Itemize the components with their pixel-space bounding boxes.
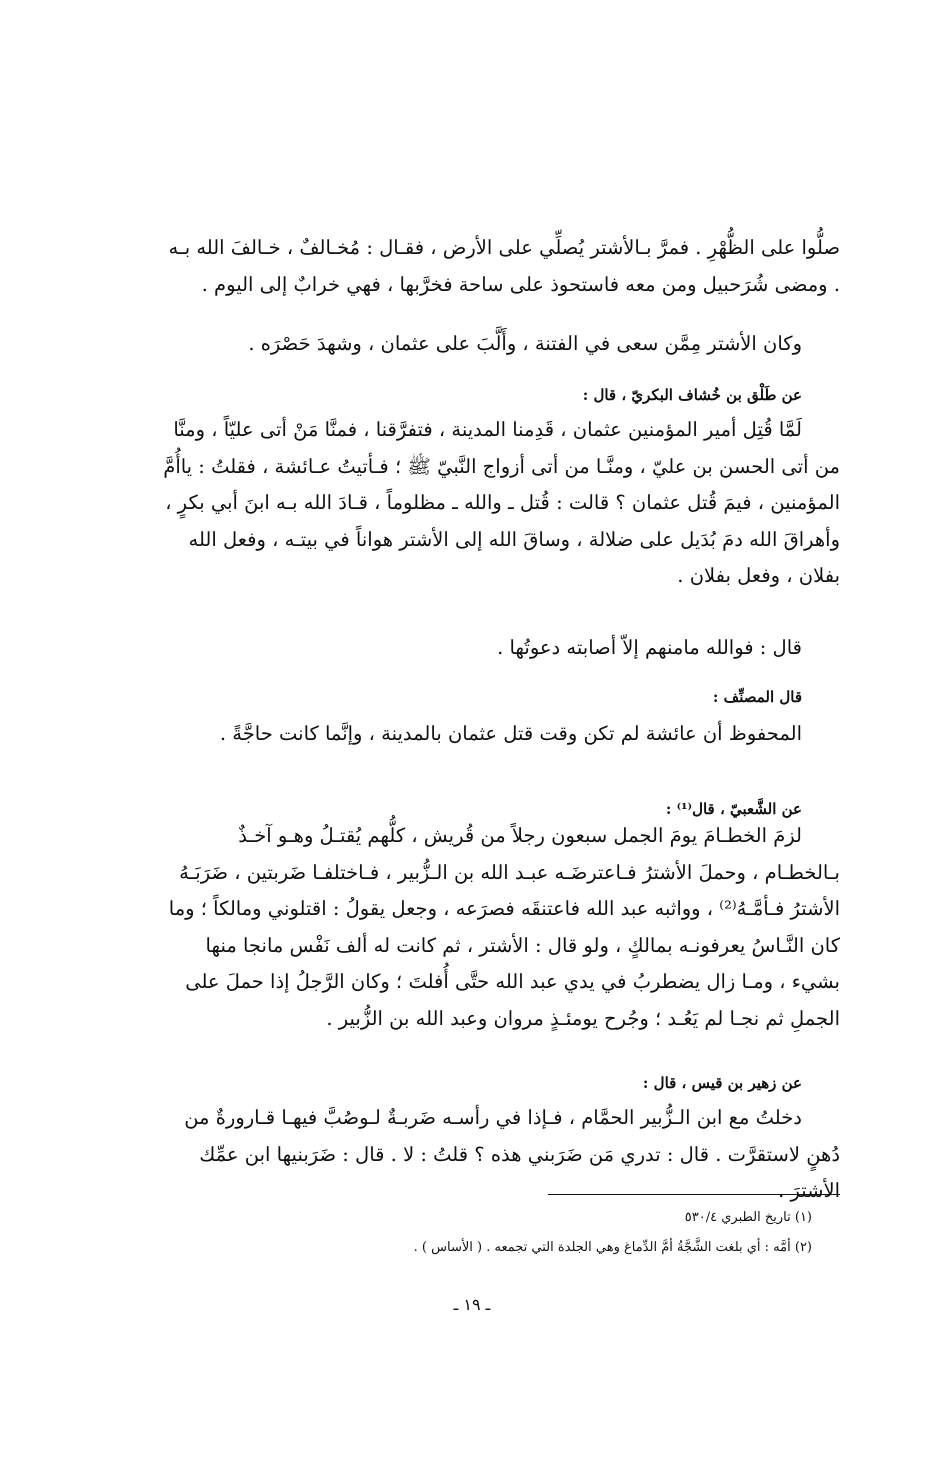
footnote-1: (١) تاريخ الطبري ٥٣٠/٤ xyxy=(684,1210,812,1225)
paragraph-1: صلُّوا على الظُّهْرِ . فمرَّ بـالأشتر يُصلِّي على الأرض ، فقـال : مُخـالفٌ ، خـالفَ الله بـه . ومضى شُرَحبيل ومن معه فاستحوذ على ساحة فخرَّبها ، فهي خرابٌ إلى اليوم . xyxy=(168,236,840,296)
narration-header-2: قال المصنِّف : xyxy=(712,688,802,706)
paragraph-6: لزمَ الخطـامَ يومَ الجمل سبعون رجلاً من قُريش ، كلُّهم يُقتـلُ وهـو آخـذٌ بـالخطـام ، وحملَ الأشترُ فـاعترضَـه عبـد الله بن الـزُّبير ، فـاختلفـا ضَربتين ، ضَرَبَـهُ الأشترُ فـأمَّـهُ⁽²⁾ ، وواثبه عبد الله فاعتنقَه فصرَعه ، وجعل يقولُ : اقتلوني ومالكاً ؛ وما كان النَّـاسُ يعرفونـه بمالكٍ ، ولو قال : الأشتر ، ثم كانت له ألف نَفْس مانجا منها بشيء ، ومـا زال يضطربُ في يدي عبد الله حتَّى أُفلتَ ؛ وكان الرَّجلُ إذا حملَ على الجملِ ثم نجـا لم يَعُـد ؛ وجُرح يومئـذٍ مروان وعبد الله بن الزُّبير . xyxy=(168,824,840,1030)
page-number: ـ ١٩ ـ xyxy=(453,1295,491,1314)
narration-header-3: عن الشَّعبيّ ، قال⁽¹⁾ : xyxy=(665,800,802,818)
paragraph-7: دخلتُ مع ابن الـزُّبير الحمَّام ، فـإذا في رأسـه ضَربـةٌ لـوصُبَّ فيهـا قـارورةٌ من دُهنٍ لاستقرَّت . قال : تدري مَن ضَرَبني هذه ؟ قلتُ : لا . قال : ضَرَبنيها ابن عمِّك الأشترَ . xyxy=(184,1106,840,1202)
paragraph-5: المحفوظ أن عائشة لم تكن وقت قتل عثمان بالمدينة ، وإنَّما كانت حاجَّةً . xyxy=(219,722,802,745)
narration-header-1: عن طَلْق بن خُشاف البكريّ ، قال : xyxy=(582,386,802,404)
paragraph-3: لَمَّا قُتِل أمير المؤمنين عثمان ، قَدِمنا المدينة ، فتفرَّقنا ، فمنَّا مَنْ أتى عليّاً ، ومنَّا من أتى الحسن بن عليّ ، ومنَّـا من أتى أزواج النَّبيّ ﷺ ؛ فـأتيتُ عـائشة ، فقلتُ : ياأُمَّ المؤمنين ، فيمَ قُتل عثمان ؟ قالت : قُتل ـ والله ـ مظلوماً ، قـادَ الله بـه ابنَ أبي بكرٍ ، وأهراقَ الله دمَ بُدَيل على ضلالة ، وساقَ الله إلى الأشتر هواناً في بيتـه ، وفعل الله بفلان ، وفعل بفلان . xyxy=(163,418,840,587)
footnote-2: (٢) أمَّه : أي بلغت الشَّجَّةُ أمَّ الدِّماغ وهي الجلدة التي تجمعه . ( الأساس ) . xyxy=(413,1240,812,1255)
paragraph-4: قال : فوالله مامنهم إلاّ أصابته دعوتُها . xyxy=(497,636,802,659)
footnote-divider xyxy=(548,1194,840,1195)
paragraph-2: وكان الأشتر مِمَّن سعى في الفتنة ، وأَلَّبَ على عثمان ، وشهدَ حَصْرَه . xyxy=(248,332,802,355)
narration-header-4: عن زهير بن قيس ، قال : xyxy=(642,1074,802,1092)
